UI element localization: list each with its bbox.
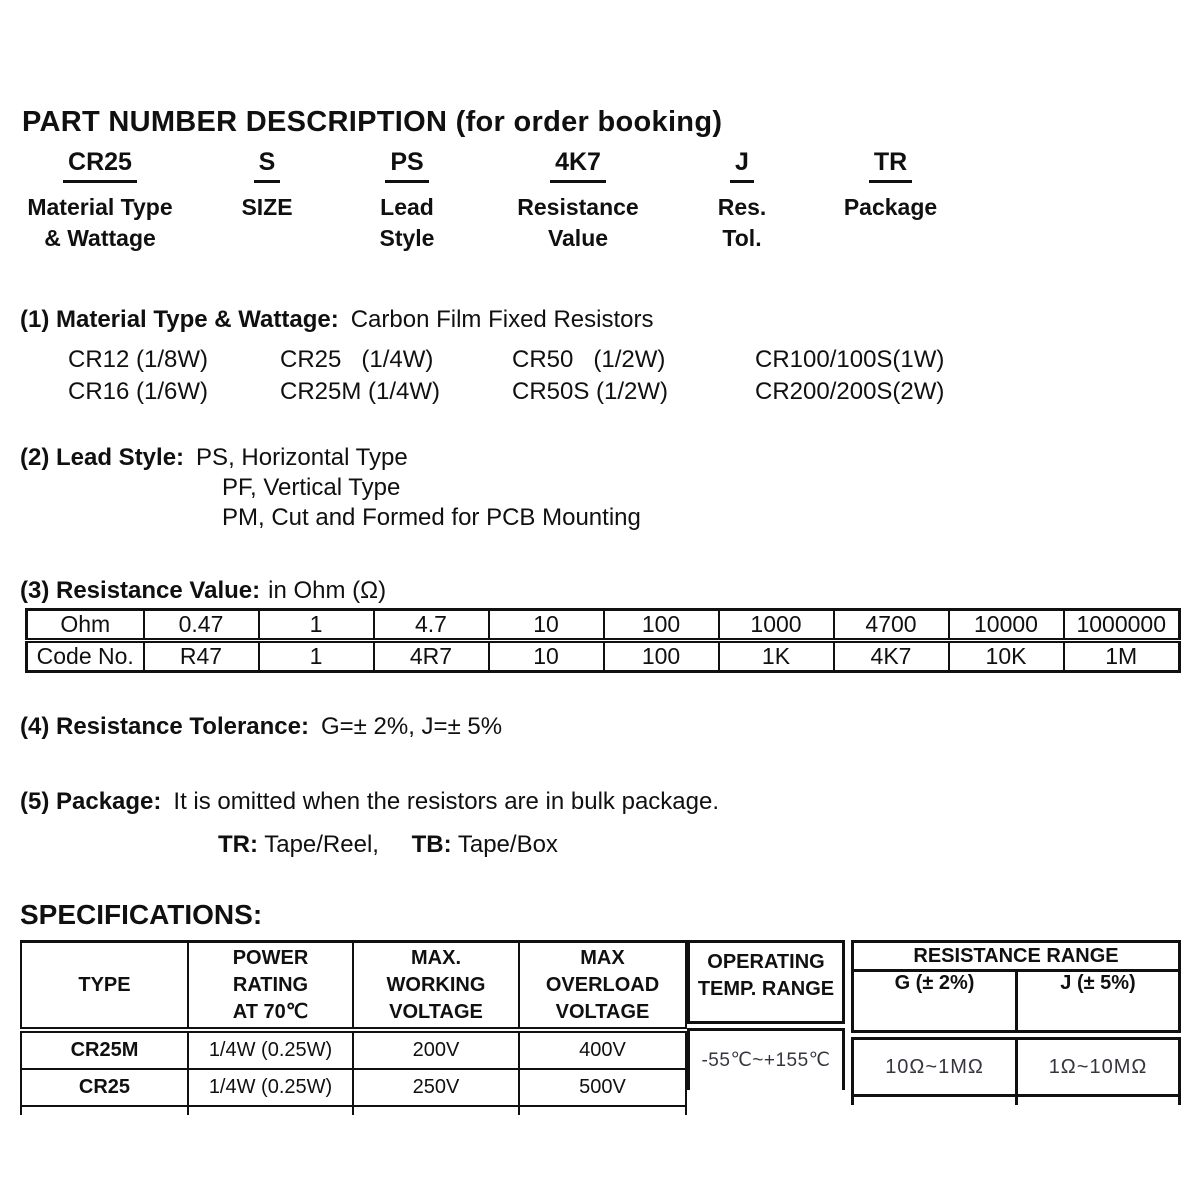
header-line: MAX.	[411, 946, 461, 969]
lead-style-option: PF, Vertical Type	[222, 474, 401, 501]
section-package	[20, 788, 719, 859]
table-row-code	[27, 641, 1180, 672]
pn-label-line: Material Type	[27, 194, 173, 220]
pn-label-line: Style	[379, 225, 435, 251]
material-item: CR50 (1/2W)	[512, 346, 666, 373]
header-line: OPERATING	[707, 951, 825, 973]
section-desc: Carbon Film Fixed Resistors	[350, 306, 654, 333]
tr-label: TR:	[218, 831, 258, 858]
cell-type: CR25M	[21, 1030, 188, 1069]
section-desc: It is omitted when the resistors are in bulk package.	[173, 788, 720, 815]
pn-code: S	[254, 148, 281, 183]
operating-temp-header	[687, 940, 845, 1024]
col-header-type	[21, 942, 188, 1031]
pn-code: CR25	[63, 148, 137, 183]
spec-cutoff-stub	[21, 1106, 686, 1115]
spec-row-cr25	[21, 1069, 686, 1106]
tb-label: TB:	[411, 831, 452, 858]
pn-segment-size	[212, 148, 322, 223]
col-header-j-tolerance: J (± 5%)	[1017, 971, 1180, 1032]
col-header-power	[188, 942, 353, 1031]
material-item: CR25M (1/4W)	[280, 378, 441, 405]
stub-cell	[853, 1096, 1017, 1106]
package-options	[218, 831, 719, 859]
stub-cell	[353, 1106, 519, 1115]
pn-label-line: Resistance	[517, 194, 639, 220]
cell-power: 1/4W (0.25W)	[188, 1030, 353, 1069]
material-items	[20, 342, 1190, 414]
pn-label-line: Value	[547, 225, 609, 251]
pn-code: 4K7	[550, 148, 606, 183]
section-tolerance	[20, 713, 502, 741]
package-line	[20, 788, 719, 816]
section-desc: in Ohm (Ω)	[268, 577, 387, 604]
pn-label	[498, 192, 658, 254]
header-line: AT 70℃	[232, 1000, 309, 1023]
table-row-ohm	[27, 610, 1180, 641]
table-cell: 1K	[719, 641, 834, 672]
table-cell: 1000000	[1064, 610, 1180, 641]
section-heading-line	[20, 306, 1190, 334]
cell-overload: 400V	[519, 1030, 686, 1069]
pn-code: TR	[869, 148, 912, 183]
table-cell: 1	[259, 641, 374, 672]
table-cell: 100	[604, 610, 719, 641]
section-resistance-value	[20, 577, 386, 605]
cell-j-range: 1Ω~10MΩ	[1017, 1039, 1180, 1096]
material-item: CR50S (1/2W)	[512, 378, 669, 405]
material-item: CR12 (1/8W)	[68, 346, 209, 373]
table-cell: 10	[489, 610, 604, 641]
resistance-range-data-table	[851, 1037, 1181, 1105]
spec-resistance-range	[851, 940, 1178, 1105]
section-heading: (3) Resistance Value:	[20, 577, 261, 604]
table-cell: 10000	[949, 610, 1064, 641]
table-row	[853, 1039, 1180, 1096]
cell-working: 200V	[353, 1030, 519, 1069]
pn-label-line: Res.	[717, 194, 767, 220]
section-material-type	[20, 306, 1190, 414]
pn-segment-lead-style	[352, 148, 462, 254]
pn-label-line: & Wattage	[44, 225, 156, 251]
table-cell: 10	[489, 641, 604, 672]
section-heading: (2) Lead Style:	[20, 444, 185, 471]
col-header-overload-voltage	[519, 942, 686, 1031]
cell-power: 1/4W (0.25W)	[188, 1069, 353, 1106]
tb-value: Tape/Box	[457, 831, 558, 858]
pn-label-line: Lead	[380, 194, 434, 220]
spec-header-row	[21, 942, 686, 1031]
table-cell: 4.7	[374, 610, 489, 641]
spec-row-cr25m	[21, 1030, 686, 1069]
part-number-breakdown	[0, 148, 1020, 263]
table-cell: 4R7	[374, 641, 489, 672]
page-title: PART NUMBER DESCRIPTION (for order booking)	[22, 106, 723, 138]
stub-cell	[21, 1106, 188, 1115]
table-cell: 4700	[834, 610, 949, 641]
material-item: CR100/100S(1W)	[755, 346, 945, 373]
table-cell: 1M	[1064, 641, 1180, 672]
lead-style-option: PM, Cut and Formed for PCB Mounting	[222, 504, 641, 531]
table-cell: 10K	[949, 641, 1064, 672]
pn-label-line: SIZE	[241, 194, 293, 220]
section-lead-style	[20, 443, 920, 533]
pn-segment-material	[20, 148, 180, 254]
header-line: TYPE	[78, 973, 131, 996]
header-line: POWER	[232, 946, 309, 969]
table-cell: 1	[259, 610, 374, 641]
section-heading: (5) Package:	[20, 788, 162, 815]
pn-label	[352, 192, 462, 254]
spec-table-left	[20, 940, 687, 1115]
section-heading: (1) Material Type & Wattage:	[20, 306, 339, 333]
header-line: VOLTAGE	[555, 1000, 650, 1023]
resistance-code-table	[25, 608, 1181, 673]
material-item: CR16 (1/6W)	[68, 378, 209, 405]
stub-cell	[1017, 1096, 1180, 1106]
pn-label	[692, 192, 792, 254]
resistance-range-header-table	[851, 940, 1181, 1033]
lead-style-option: PS, Horizontal Type	[196, 444, 408, 471]
table-cell: R47	[144, 641, 259, 672]
cell-working: 250V	[353, 1069, 519, 1106]
pn-label-line: Tol.	[722, 225, 762, 251]
header-line: TEMP. RANGE	[697, 978, 835, 1000]
table-row	[853, 942, 1180, 971]
material-item: CR200/200S(2W)	[755, 378, 945, 405]
spec-operating-temp	[687, 940, 845, 1090]
table-row	[853, 971, 1180, 1032]
pn-segment-resistance	[498, 148, 658, 254]
lead-style-line	[20, 443, 920, 473]
tolerance-values: G=± 2%, J=± 5%	[321, 713, 503, 740]
header-line: RATING	[232, 973, 309, 996]
pn-code: PS	[385, 148, 428, 183]
table-cell: Ohm	[27, 610, 144, 641]
header-line: WORKING	[386, 973, 486, 996]
table-cell: Code No.	[27, 641, 144, 672]
pn-label	[212, 192, 322, 223]
header-line: OVERLOAD	[545, 973, 660, 996]
table-cell: 4K7	[834, 641, 949, 672]
cell-type: CR25	[21, 1069, 188, 1106]
spec-cutoff-stub	[853, 1096, 1180, 1106]
operating-temp-value: -55℃~+155℃	[687, 1028, 845, 1090]
material-item: CR25 (1/4W)	[280, 346, 434, 373]
pn-code: J	[730, 148, 754, 183]
stub-cell	[519, 1106, 686, 1115]
cell-g-range: 10Ω~1MΩ	[853, 1039, 1017, 1096]
table-cell: 100	[604, 641, 719, 672]
header-line: VOLTAGE	[389, 1000, 483, 1023]
cell-overload: 500V	[519, 1069, 686, 1106]
pn-segment-tolerance	[692, 148, 792, 254]
table-cell: 0.47	[144, 610, 259, 641]
specifications-tables	[0, 938, 1200, 1123]
pn-label	[818, 192, 963, 223]
col-header-working-voltage	[353, 942, 519, 1031]
section-heading: (4) Resistance Tolerance:	[20, 713, 309, 740]
stub-cell	[188, 1106, 353, 1115]
specifications-heading: SPECIFICATIONS:	[20, 899, 263, 930]
table-cell: 1000	[719, 610, 834, 641]
header-line: MAX	[580, 946, 625, 969]
pn-label	[20, 192, 180, 254]
resistance-range-title: RESISTANCE RANGE	[853, 942, 1180, 971]
tr-value: Tape/Reel,	[264, 831, 379, 858]
pn-segment-package	[818, 148, 963, 223]
pn-label-line: Package	[843, 194, 938, 220]
col-header-g-tolerance: G (± 2%)	[853, 971, 1017, 1032]
